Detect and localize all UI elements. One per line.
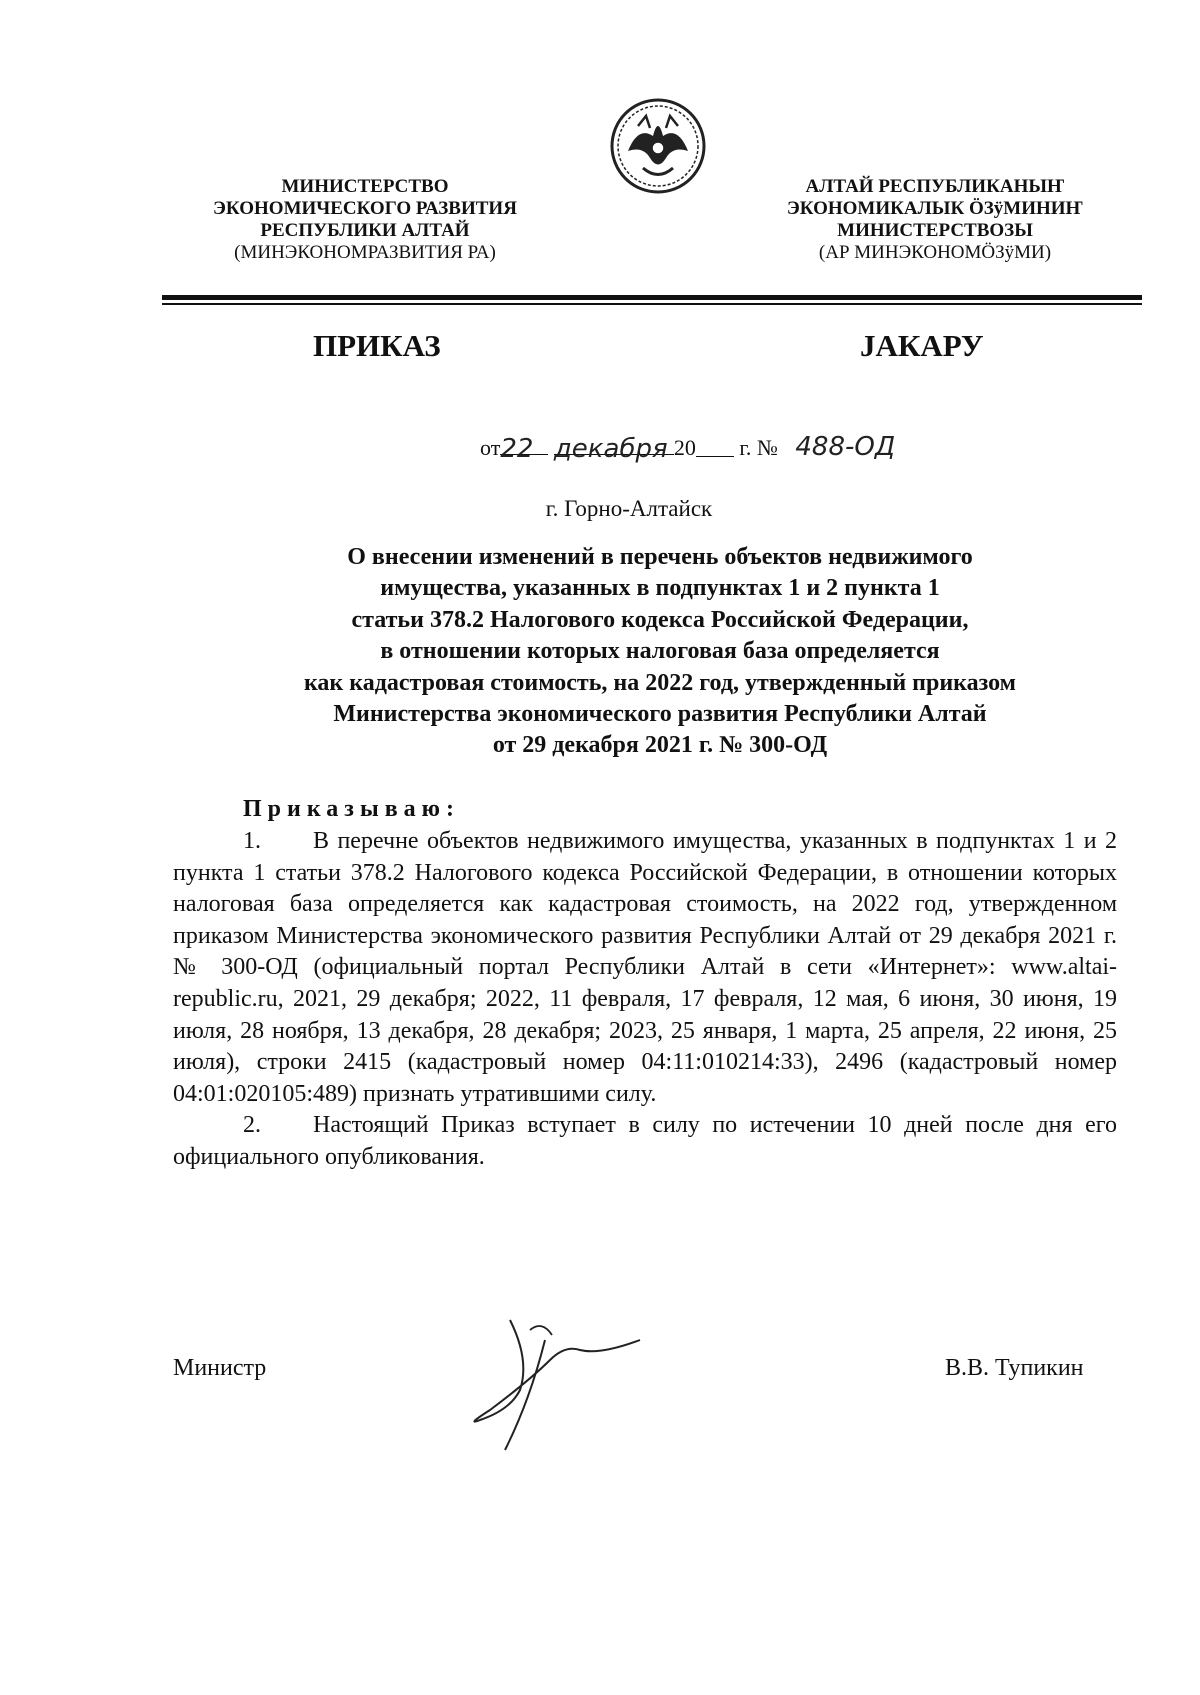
order-title xyxy=(170,542,1150,762)
title-line: имущества, указанных в подпунктах 1 и 2 пункта 1 xyxy=(380,575,940,602)
title-line: О внесении изменений в перечень объектов недвижимого xyxy=(347,544,973,570)
ministry-name-line: МИНИСТЕРСТВО xyxy=(281,176,449,197)
title-line: как кадастровая стоимость, на 2022 год, утвержденный приказом xyxy=(303,669,1017,696)
ministry-name-line: АЛТАЙ РЕСПУБЛИКАНЫҤ xyxy=(805,176,1065,197)
header-divider-thin xyxy=(162,303,1142,305)
handwritten-day: 22 xyxy=(500,434,534,464)
order-body xyxy=(173,826,1117,1174)
handwritten-number: 488-ОД xyxy=(795,432,896,462)
place-of-issue: г. Горно-Алтайск xyxy=(545,496,713,521)
ministry-name-line: ЭКОНОМИЧЕСКОГО РАЗВИТИЯ xyxy=(213,198,517,219)
republic-emblem-icon xyxy=(608,96,708,196)
title-line: статьи 378.2 Налогового кодекса Российской Федерации, xyxy=(351,606,969,633)
title-line: от 29 декабря 2021 г. № 300-ОД xyxy=(492,732,828,759)
date-prefix: от xyxy=(480,435,501,460)
item-number: 2. xyxy=(243,1112,261,1139)
title-line: Министерства экономического развития Республики Алтай xyxy=(333,701,987,728)
header-divider-thick xyxy=(162,295,1142,300)
ministry-name-line: РЕСПУБЛИКИ АЛТАЙ xyxy=(260,220,470,241)
ministry-name-line: ЭКОНОМИКАЛЫК ÖЗÿМИНИҤ xyxy=(786,198,1084,219)
signatory-role: Министр xyxy=(173,1355,267,1381)
handwritten-signature xyxy=(470,1300,670,1460)
doc-type-russian: ПРИКАЗ xyxy=(313,328,441,363)
ministry-header-altai xyxy=(745,176,1125,264)
handwritten-month: декабря xyxy=(553,434,668,464)
date-number-line xyxy=(480,432,895,462)
order-directive: Приказываю: xyxy=(243,796,460,822)
item-text: В перечне объектов недвижимого имущества, указанных в подпунктах 1 и 2 пункта 1 статьи 378.2 Налогового кодекса Российской Федерации, в отношении которых налоговая база определяется как кадастровая стоимость, на 2022 год, утвержденном приказом Министерства экономического развития Республики Алтай от 29 декабря 2021 г. № 300-ОД (официальный портал Республики Алтай в сети «Интернет»: www.altai-republic.ru, 2021, 29 декабря; 2022, 11 февраля, 17 февраля, 12 мая, 6 июня, 30 июня, 19 июля, 28 ноября, 13 декабря, 28 декабря; 2023, 25 января, 1 марта, 25 апреля, 22 июня, 25 июля), строки 2415 (кадастровый номер 04:11:010214:33), 2496 (кадастровый номер 04:01:020105:489) признать утратившими силу. xyxy=(173,828,1117,1107)
item-number: 1. xyxy=(243,828,261,854)
ministry-abbreviation: (МИНЭКОНОМРАЗВИТИЯ РА) xyxy=(234,242,496,263)
ministry-header-russian xyxy=(175,176,555,264)
order-item xyxy=(173,826,1117,1110)
signatory-name: В.В. Тупикин xyxy=(945,1355,1084,1381)
ministry-abbreviation: (АР МИНЭКОНОМÖЗÿМИ) xyxy=(818,242,1052,263)
doc-type-altai: JАКАРУ xyxy=(860,328,984,363)
ministry-name-line: МИНИСТЕРСТВОЗЫ xyxy=(837,220,1033,241)
order-item xyxy=(173,1110,1117,1173)
item-text: Настоящий Приказ вступает в силу по истечении 10 дней после дня его официального опубликования. xyxy=(173,1112,1117,1170)
title-line: в отношении которых налоговая база определяется xyxy=(380,638,940,665)
number-label: г. № xyxy=(739,435,778,460)
year-prefix: 20 xyxy=(673,435,696,460)
